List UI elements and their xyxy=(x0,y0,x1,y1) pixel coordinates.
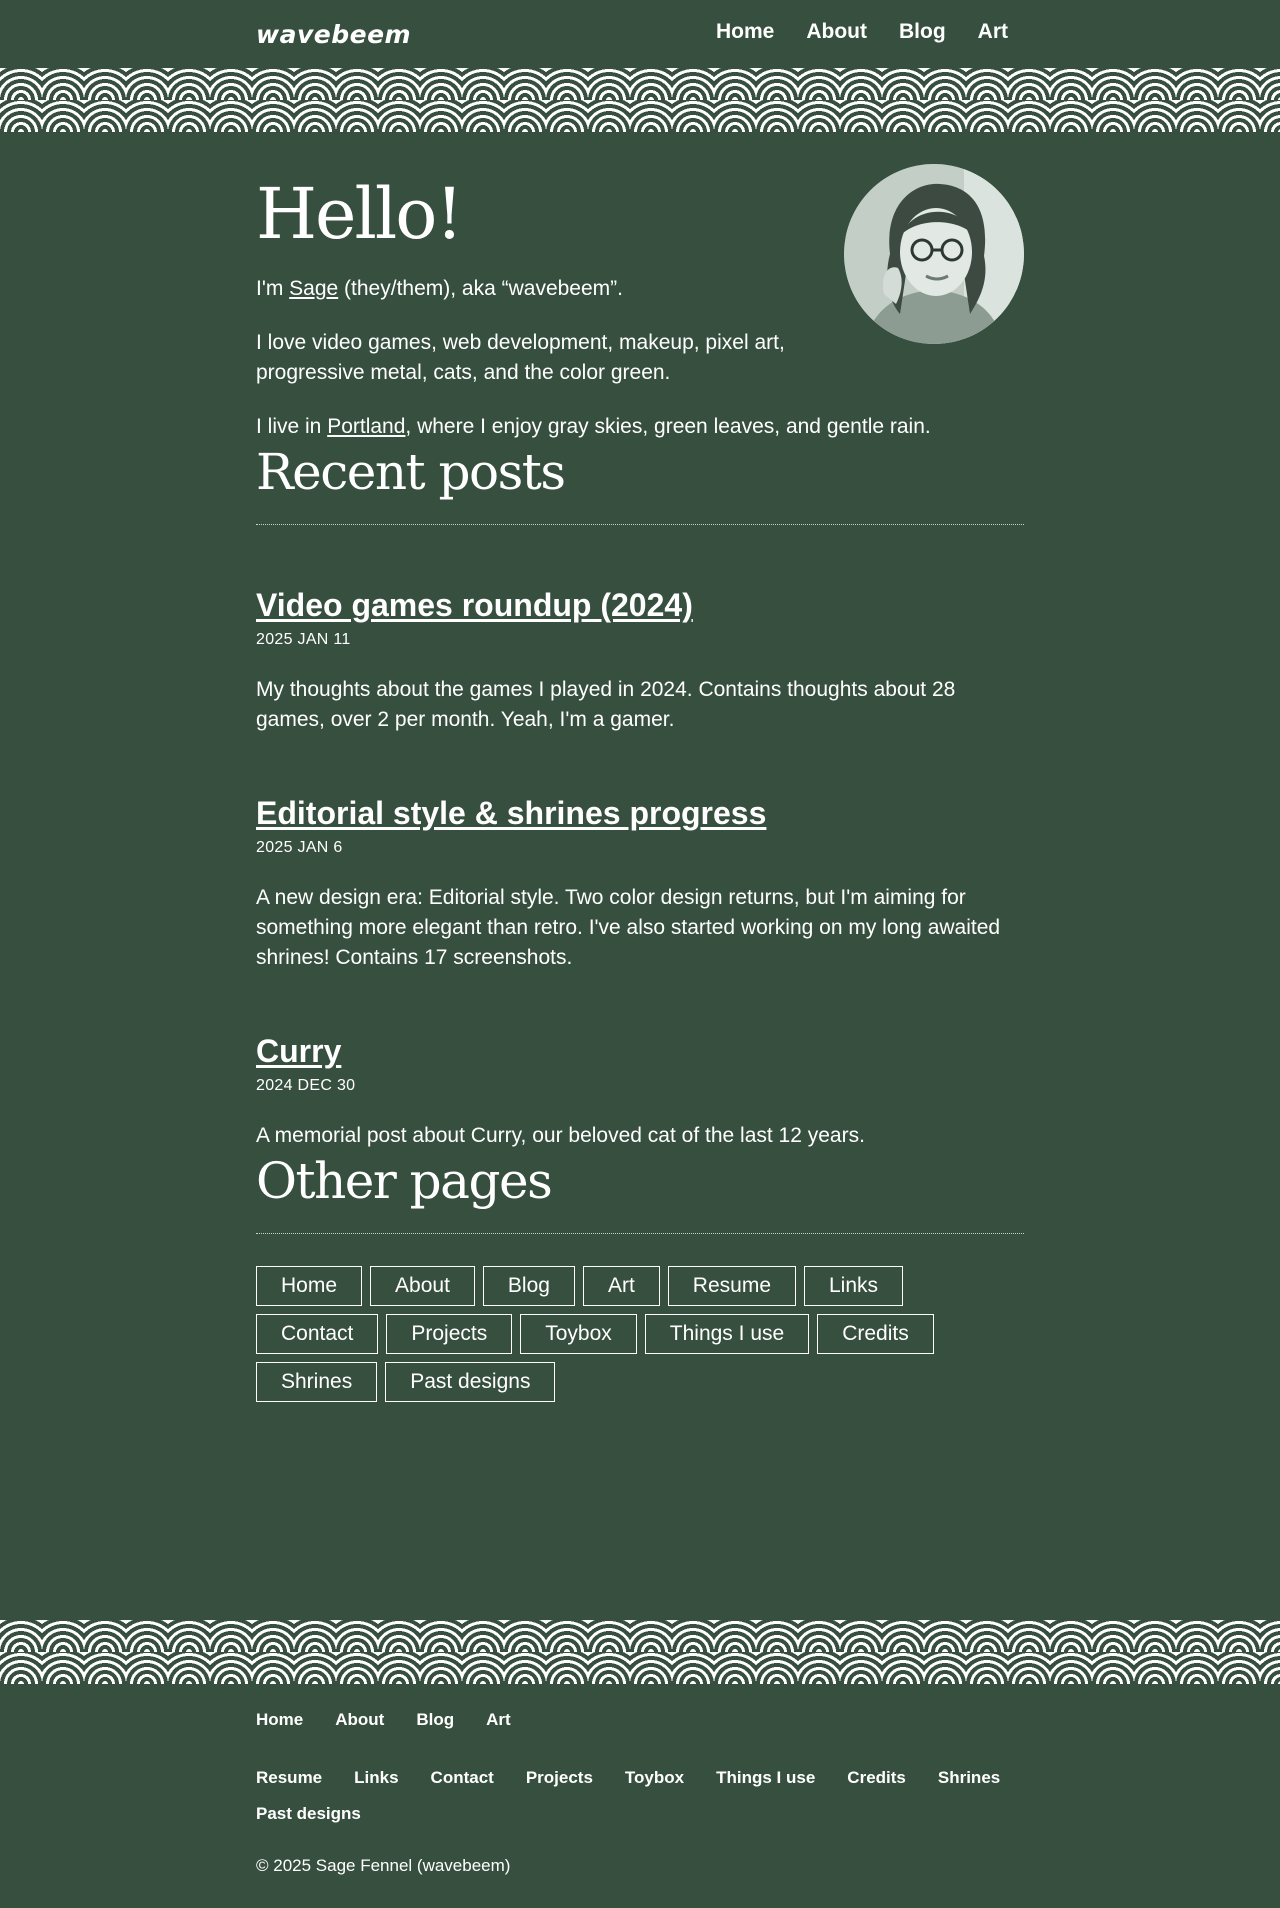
footer-link-about[interactable]: About xyxy=(335,1710,385,1729)
footer-link-things-i-use[interactable]: Things I use xyxy=(716,1768,816,1787)
page-chip-about[interactable]: About xyxy=(370,1266,475,1306)
top-nav-home[interactable]: Home xyxy=(715,20,775,43)
footer-link-past-designs[interactable]: Past designs xyxy=(256,1804,361,1823)
page-chip-past-designs[interactable]: Past designs xyxy=(385,1362,555,1402)
intro-line-name-prefix: I'm xyxy=(256,277,290,300)
footer-link-art[interactable]: Art xyxy=(486,1710,511,1729)
page-title: Hello! xyxy=(256,173,462,255)
post-date: 2024 DEC 30 xyxy=(256,1077,356,1094)
footer-link-home[interactable]: Home xyxy=(256,1710,304,1729)
post-title-link[interactable]: Editorial style & shrines progress xyxy=(256,795,767,831)
page-chip-resume[interactable]: Resume xyxy=(668,1266,796,1306)
footer-link-blog[interactable]: Blog xyxy=(416,1710,455,1729)
page-chip-projects[interactable]: Projects xyxy=(386,1314,512,1354)
footer-secondary-nav xyxy=(256,1768,1036,1824)
post-date: 2025 JAN 6 xyxy=(256,839,343,856)
top-nav-about[interactable]: About xyxy=(806,20,867,43)
footer-link-toybox[interactable]: Toybox xyxy=(624,1768,685,1787)
intro-line-interests: I love video games, web development, makeup, pixel art, progressive metal, cats, and the color green. xyxy=(256,331,785,384)
footer-link-resume[interactable]: Resume xyxy=(256,1768,323,1787)
page-chip-art[interactable]: Art xyxy=(583,1266,660,1306)
intro-line-name-suffix: (they/them), aka “wavebeem”. xyxy=(338,277,623,300)
portrait-image xyxy=(844,164,1024,344)
sage-link[interactable]: Sage xyxy=(289,277,339,300)
post-summary: My thoughts about the games I played in 2024. Contains thoughts about 28 games, over 2 per month. Yeah, I'm a gamer. xyxy=(256,678,956,731)
other-pages-list xyxy=(256,1266,1024,1402)
post-item xyxy=(256,585,1024,735)
footer-link-contact[interactable]: Contact xyxy=(430,1768,494,1787)
top-nav-blog[interactable]: Blog xyxy=(899,20,946,43)
footer-link-projects[interactable]: Projects xyxy=(525,1768,593,1787)
wave-pattern-divider xyxy=(0,68,1280,132)
post-date: 2025 JAN 11 xyxy=(256,631,351,648)
footer-link-shrines[interactable]: Shrines xyxy=(937,1768,1001,1787)
intro-line-location-suffix: , where I enjoy gray skies, green leaves, and gentle rain. xyxy=(405,415,931,438)
post-title-link[interactable]: Curry xyxy=(256,1033,342,1069)
page-chip-things-i-use[interactable]: Things I use xyxy=(645,1314,809,1354)
recent-posts-heading: Recent posts xyxy=(256,442,1024,525)
portland-link[interactable]: Portland xyxy=(327,415,406,438)
site-footer xyxy=(256,1684,1036,1876)
footer-link-links[interactable]: Links xyxy=(354,1768,399,1787)
post-title xyxy=(256,1031,1024,1071)
footer-primary-nav xyxy=(256,1710,1036,1730)
top-nav-art[interactable]: Art xyxy=(977,20,1008,43)
top-nav xyxy=(716,20,1008,44)
post-title xyxy=(256,585,1024,625)
intro-line-location-prefix: I live in xyxy=(256,415,328,438)
page-chip-contact[interactable]: Contact xyxy=(256,1314,378,1354)
other-pages-heading: Other pages xyxy=(256,1151,1024,1234)
post-title-link[interactable]: Video games roundup (2024) xyxy=(256,587,693,623)
post-item xyxy=(256,1031,1024,1151)
copyright: © 2025 Sage Fennel (wavebeem) xyxy=(256,1856,511,1875)
post-summary: A memorial post about Curry, our beloved cat of the last 12 years. xyxy=(256,1124,865,1147)
wave-pattern-divider xyxy=(0,1620,1280,1684)
post-title xyxy=(256,793,1024,833)
site-header xyxy=(0,0,1280,68)
page-chip-blog[interactable]: Blog xyxy=(483,1266,575,1306)
page-chip-home[interactable]: Home xyxy=(256,1266,362,1306)
post-item xyxy=(256,793,1024,973)
footer-link-credits[interactable]: Credits xyxy=(847,1768,906,1787)
avatar xyxy=(844,164,1024,344)
page-chip-toybox[interactable]: Toybox xyxy=(520,1314,637,1354)
site-logo[interactable]: wavebeem xyxy=(256,20,412,49)
page-chip-shrines[interactable]: Shrines xyxy=(256,1362,377,1402)
post-summary: A new design era: Editorial style. Two color design returns, but I'm aiming for something more elegant than retro. I've also started working on my long awaited shrines! Contains 17 screenshots. xyxy=(256,886,1001,969)
page-chip-credits[interactable]: Credits xyxy=(817,1314,934,1354)
intro-line-location xyxy=(256,412,1024,442)
main-content xyxy=(256,132,1024,1402)
page-chip-links[interactable]: Links xyxy=(804,1266,903,1306)
